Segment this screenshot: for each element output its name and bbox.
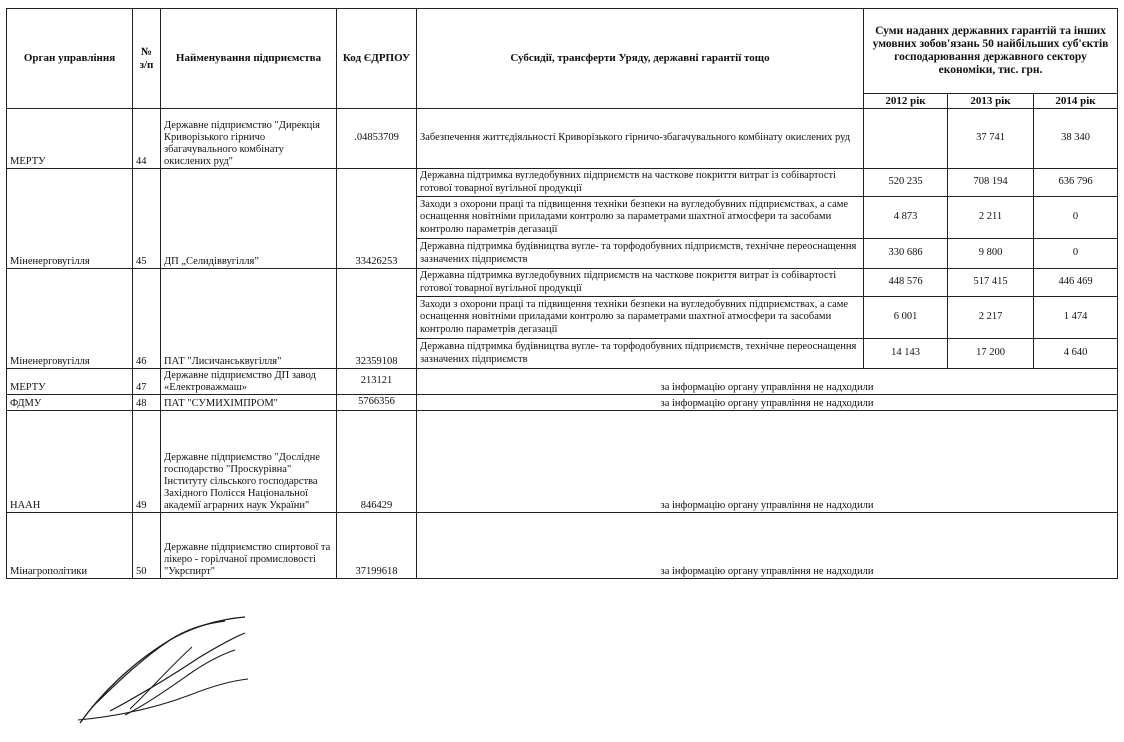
table-row xyxy=(7,513,1118,579)
table-row xyxy=(7,395,1118,411)
value-2014: 38 340 xyxy=(1034,109,1118,169)
organ-cell: ФДМУ xyxy=(7,395,133,411)
year-2012: 2012 рік xyxy=(864,94,948,109)
number-cell: 45 xyxy=(133,169,161,269)
number-cell: 49 xyxy=(133,411,161,513)
organ-cell: МЕРТУ xyxy=(7,369,133,395)
signature xyxy=(70,615,260,730)
no-info-note: за інформацію органу управління не надходили xyxy=(417,369,1118,395)
subsidy-description: Заходи з охорони праці та підвищення техніки безпеки на вугледобувних підприємствах, а саме оснащення новітніми приладами контролю за параметрами шахтної атмосфери та засобами контролю параметрів дегазації xyxy=(417,297,864,339)
edrpou-code: 32359108 xyxy=(337,269,417,369)
value-2014: 4 640 xyxy=(1034,339,1118,369)
col-header-name: Найменування підприємства xyxy=(161,9,337,109)
value-2014: 636 796 xyxy=(1034,169,1118,197)
no-info-note: за інформацію органу управління не надходили xyxy=(417,411,1118,513)
organ-cell: Міненерговугілля xyxy=(7,269,133,369)
number-cell: 46 xyxy=(133,269,161,369)
value-2012: 448 576 xyxy=(864,269,948,297)
value-2012 xyxy=(864,109,948,169)
value-2012: 4 873 xyxy=(864,197,948,239)
value-2012: 520 235 xyxy=(864,169,948,197)
table-row xyxy=(7,411,1118,513)
value-2013: 2 217 xyxy=(948,297,1034,339)
organ-cell: НААН xyxy=(7,411,133,513)
number-cell: 50 xyxy=(133,513,161,579)
edrpou-code: 5766356 xyxy=(337,395,417,411)
subsidy-description: Державна підтримка вугледобувних підприємств на часткове покриття витрат із собівартості готової товарної вугільної продукції xyxy=(417,169,864,197)
enterprise-name: ПАТ "СУМИХІМПРОМ" xyxy=(161,395,337,411)
enterprise-name: ДП „Селидіввугілля” xyxy=(161,169,337,269)
number-cell: 47 xyxy=(133,369,161,395)
value-2013: 37 741 xyxy=(948,109,1034,169)
value-2012: 14 143 xyxy=(864,339,948,369)
enterprise-name: Державне підприємство "Дирекція Криворізького гірничо збагачувального комбінату окислених руд" xyxy=(161,109,337,169)
value-2014: 1 474 xyxy=(1034,297,1118,339)
col-header-subsidy: Субсидії, трансферти Уряду, державні гарантії тощо xyxy=(417,9,864,109)
col-header-sums: Суми наданих державних гарантій та інших умовних зобов'язань 50 найбільших суб'єктів господарювання державного сектору економіки, тис. грн. xyxy=(864,9,1118,94)
enterprise-name: Державне підприємство "Дослідне господарство "Проскурівна" Інституту сільського господарства Західного Полісся Національної академії аграрних наук України" xyxy=(161,411,337,513)
organ-cell: МЕРТУ xyxy=(7,109,133,169)
number-cell: 48 xyxy=(133,395,161,411)
subsidy-description: Державна підтримка будівництва вугле- та торфодобувних підприємств, технічне переоснащення зазначених підприємств xyxy=(417,239,864,269)
table-row xyxy=(7,109,1118,169)
value-2013: 17 200 xyxy=(948,339,1034,369)
col-header-code: Код ЄДРПОУ xyxy=(337,9,417,109)
no-info-note: за інформацію органу управління не надходили xyxy=(417,395,1118,411)
year-2014: 2014 рік xyxy=(1034,94,1118,109)
table-row xyxy=(7,169,1118,197)
value-2014: 446 469 xyxy=(1034,269,1118,297)
organ-cell: Мінагрополітики xyxy=(7,513,133,579)
edrpou-code: .04853709 xyxy=(337,109,417,169)
year-2013: 2013 рік xyxy=(948,94,1034,109)
edrpou-code: 213121 xyxy=(337,369,417,395)
col-header-number: № з/п xyxy=(133,9,161,109)
enterprise-name: Державне підприємство спиртової та лікеро - горілчаної промисловості "Укрспирт" xyxy=(161,513,337,579)
subsidy-description: Державна підтримка вуглeдобувних підприємств на часткове покриття витрат із собівартості готової товарної вугільної продукції xyxy=(417,269,864,297)
value-2012: 6 001 xyxy=(864,297,948,339)
value-2013: 9 800 xyxy=(948,239,1034,269)
subsidy-description: Заходи з охорони праці та підвищення техніки безпеки на вугледобувних підприємствах, а саме оснащення новітніми приладами контролю за параметрами шахтної атмосфери та засобами контролю параметрів дегазації xyxy=(417,197,864,239)
value-2013: 708 194 xyxy=(948,169,1034,197)
enterprise-name: Державне підприємство ДП завод «Електроважмаш» xyxy=(161,369,337,395)
value-2013: 2 211 xyxy=(948,197,1034,239)
enterprise-name: ПАТ "Лисичанськвугілля" xyxy=(161,269,337,369)
table-row xyxy=(7,369,1118,395)
value-2014: 0 xyxy=(1034,197,1118,239)
edrpou-code: 33426253 xyxy=(337,169,417,269)
subsidy-description: Державна підтримка будівництва вугле- та торфодобувних підприємств, технічне переоснащення зазначених підприємств xyxy=(417,339,864,369)
organ-cell: Міненерговугілля xyxy=(7,169,133,269)
subsidy-description: Забезпечення життєдіяльності Криворізького гірничо-збагачувального комбінату окислених руд xyxy=(417,109,864,169)
value-2014: 0 xyxy=(1034,239,1118,269)
guarantees-table xyxy=(6,8,1118,579)
table-row xyxy=(7,269,1118,297)
edrpou-code: 37199618 xyxy=(337,513,417,579)
no-info-note: за інформацію органу управління не надходили xyxy=(417,513,1118,579)
value-2013: 517 415 xyxy=(948,269,1034,297)
value-2012: 330 686 xyxy=(864,239,948,269)
edrpou-code: 846429 xyxy=(337,411,417,513)
col-header-organ: Орган управління xyxy=(7,9,133,109)
number-cell: 44 xyxy=(133,109,161,169)
